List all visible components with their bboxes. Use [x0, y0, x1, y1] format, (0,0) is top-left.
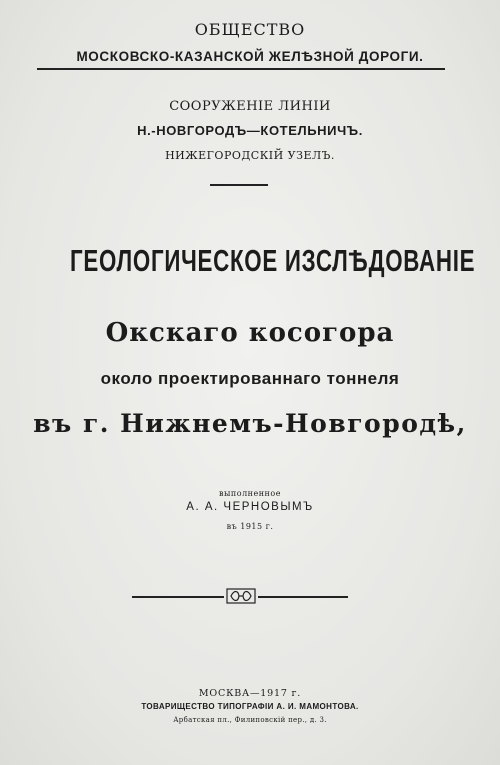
- printer-name: ТОВАРИЩЕСТВО ТИПОГРАФІИ А. И. МАМОНТОВА.: [141, 702, 359, 711]
- section-rule: [210, 184, 268, 186]
- printer-address: Арбатская пл., Филиповскій пер., д. 3.: [173, 716, 327, 724]
- route-name: Н.-НОВГОРОДЪ—КОТЕЛЬНИЧЪ.: [137, 123, 363, 138]
- author-name: А. А. ЧЕРНОВЫМЪ: [186, 501, 314, 513]
- imprint-city: МОСКВА—1917 г.: [198, 688, 302, 699]
- ornament-rule-left: [132, 596, 224, 598]
- ornament-icon: [226, 588, 256, 604]
- society-heading: ОБЩЕСТВО: [194, 20, 306, 39]
- subtitle: Окскаго косогора: [105, 318, 395, 348]
- main-title: ГЕОЛОГИЧЕСКОЕ ИЗСЛѢДОВАНІЕ: [70, 243, 476, 278]
- executed-label: выполненное: [219, 489, 281, 498]
- railway-name: МОСКОВСКО-КАЗАНСКОЙ ЖЕЛѢЗНОЙ ДОРОГИ.: [76, 49, 424, 64]
- tunnel-line: около проектированнаго тоннеля: [100, 369, 400, 388]
- city-line: въ г. Нижнемъ-Новгородѣ,: [33, 409, 467, 438]
- construction-heading: СООРУЖЕНІЕ ЛИНІИ: [169, 99, 331, 114]
- header-rule: [37, 68, 445, 70]
- node-name: НИЖЕГОРОДСКІЙ УЗЕЛЪ.: [165, 149, 335, 162]
- author-year: въ 1915 г.: [226, 522, 274, 531]
- ornament-rule-right: [258, 596, 348, 598]
